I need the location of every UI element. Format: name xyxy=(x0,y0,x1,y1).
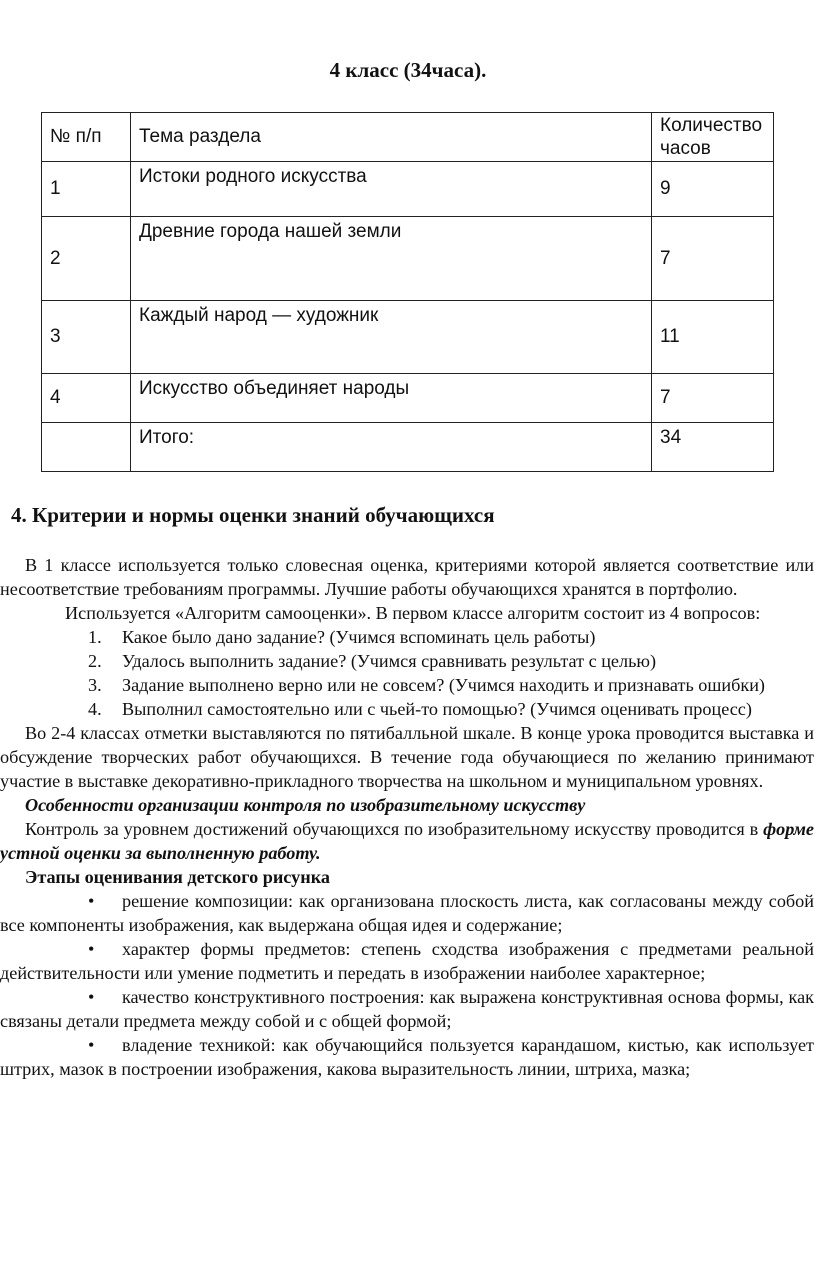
header-hours: Количество часов xyxy=(652,113,774,162)
list-number: 2. xyxy=(88,651,102,671)
row-hours: 7 xyxy=(652,217,774,301)
subheading: Особенности организации контроля по изобразительному искусству xyxy=(25,795,586,815)
list-item-text: решение композиции: как организована плоскость листа, как согласованы между собой все компоненты изображения, как выдержана общая идея и содержание; xyxy=(0,891,814,935)
list-item xyxy=(0,1033,814,1081)
list-item-text: владение техникой: как обучающийся пользуется карандашом, кистью, как использует штрих, мазок в построении изображения, какова выразительность линии, штриха, мазка; xyxy=(0,1035,814,1079)
page-title: 4 класс (34часа). xyxy=(329,58,487,82)
bullet-icon: • xyxy=(88,987,95,1007)
row-number: 2 xyxy=(42,217,131,301)
list-item-text: Какое было дано задание? (Учимся вспоминать цель работы) xyxy=(122,627,596,647)
table-row xyxy=(42,374,774,423)
list-item xyxy=(0,889,814,937)
table-row xyxy=(42,162,774,217)
emphasis-text: форме устной оценки за выполненную работу. xyxy=(0,819,814,863)
question-list xyxy=(0,625,814,721)
bullet-icon: • xyxy=(88,939,95,959)
row-number: 4 xyxy=(42,374,131,423)
list-item-text: характер формы предметов: степень сходства изображения с предметами реальной действительности или умение подметить и передать в изображении наиболее характерное; xyxy=(0,939,814,983)
paragraph xyxy=(0,817,814,865)
list-item-text: Выполнил самостоятельно или с чьей-то помощью? (Учимся оценивать процесс) xyxy=(122,699,752,719)
header-topic: Тема раздела xyxy=(131,113,652,162)
row-topic: Искусство объединяет народы xyxy=(131,374,652,423)
document-body xyxy=(0,553,814,1081)
paragraph: Используется «Алгоритм самооценки». В первом классе алгоритм состоит из 4 вопросов: xyxy=(65,603,761,623)
row-topic: Древние города нашей земли xyxy=(131,217,652,301)
list-number: 3. xyxy=(88,675,102,695)
row-number: 1 xyxy=(42,162,131,217)
subheading: Этапы оценивания детского рисунка xyxy=(25,867,331,887)
list-item xyxy=(0,937,814,985)
row-topic: Истоки родного искусства xyxy=(131,162,652,217)
paragraph-text: Контроль за уровнем достижений обучающихся по изобразительному искусству проводится в xyxy=(25,819,764,839)
list-item xyxy=(0,985,814,1033)
bullet-icon: • xyxy=(88,891,95,911)
row-hours: 34 xyxy=(652,423,774,472)
row-number: 3 xyxy=(42,301,131,374)
list-number: 1. xyxy=(88,627,102,647)
list-item xyxy=(0,697,814,721)
row-topic: Каждый народ — художник xyxy=(131,301,652,374)
list-item xyxy=(0,673,814,697)
list-number: 4. xyxy=(88,699,102,719)
table-row xyxy=(42,301,774,374)
list-item xyxy=(0,625,814,649)
row-hours: 11 xyxy=(652,301,774,374)
stages-list xyxy=(0,889,814,1081)
paragraph: В 1 классе используется только словесная оценка, критериями которой является соответствие или несоответствие требованиям программы. Лучшие работы обучающихся хранятся в портфолио. xyxy=(0,555,814,599)
row-hours: 9 xyxy=(652,162,774,217)
bullet-icon: • xyxy=(88,1035,95,1055)
section-heading: 4. Критерии и нормы оценки знаний обучающихся xyxy=(11,503,495,527)
table-header-row xyxy=(42,113,774,162)
list-item-text: Задание выполнено верно или не совсем? (Учимся находить и признавать ошибки) xyxy=(122,675,765,695)
row-hours: 7 xyxy=(652,374,774,423)
table-total-row xyxy=(42,423,774,472)
row-topic: Итого: xyxy=(131,423,652,472)
table-row xyxy=(42,217,774,301)
row-number xyxy=(42,423,131,472)
list-item xyxy=(0,649,814,673)
list-item-text: качество конструктивного построения: как выражена конструктивная основа формы, как связаны детали предмета между собой и с общей формой; xyxy=(0,987,814,1031)
header-number: № п/п xyxy=(42,113,131,162)
list-item-text: Удалось выполнить задание? (Учимся сравнивать результат с целью) xyxy=(122,651,657,671)
paragraph: Во 2-4 классах отметки выставляются по пятибалльной шкале. В конце урока проводится выставка и обсуждение творческих работ обучающихся. В течение года обучающиеся по желанию принимают участие в выставке декоративно-прикладного творчества на школьном и муниципальном уровнях. xyxy=(0,723,814,791)
hours-table xyxy=(41,112,774,472)
